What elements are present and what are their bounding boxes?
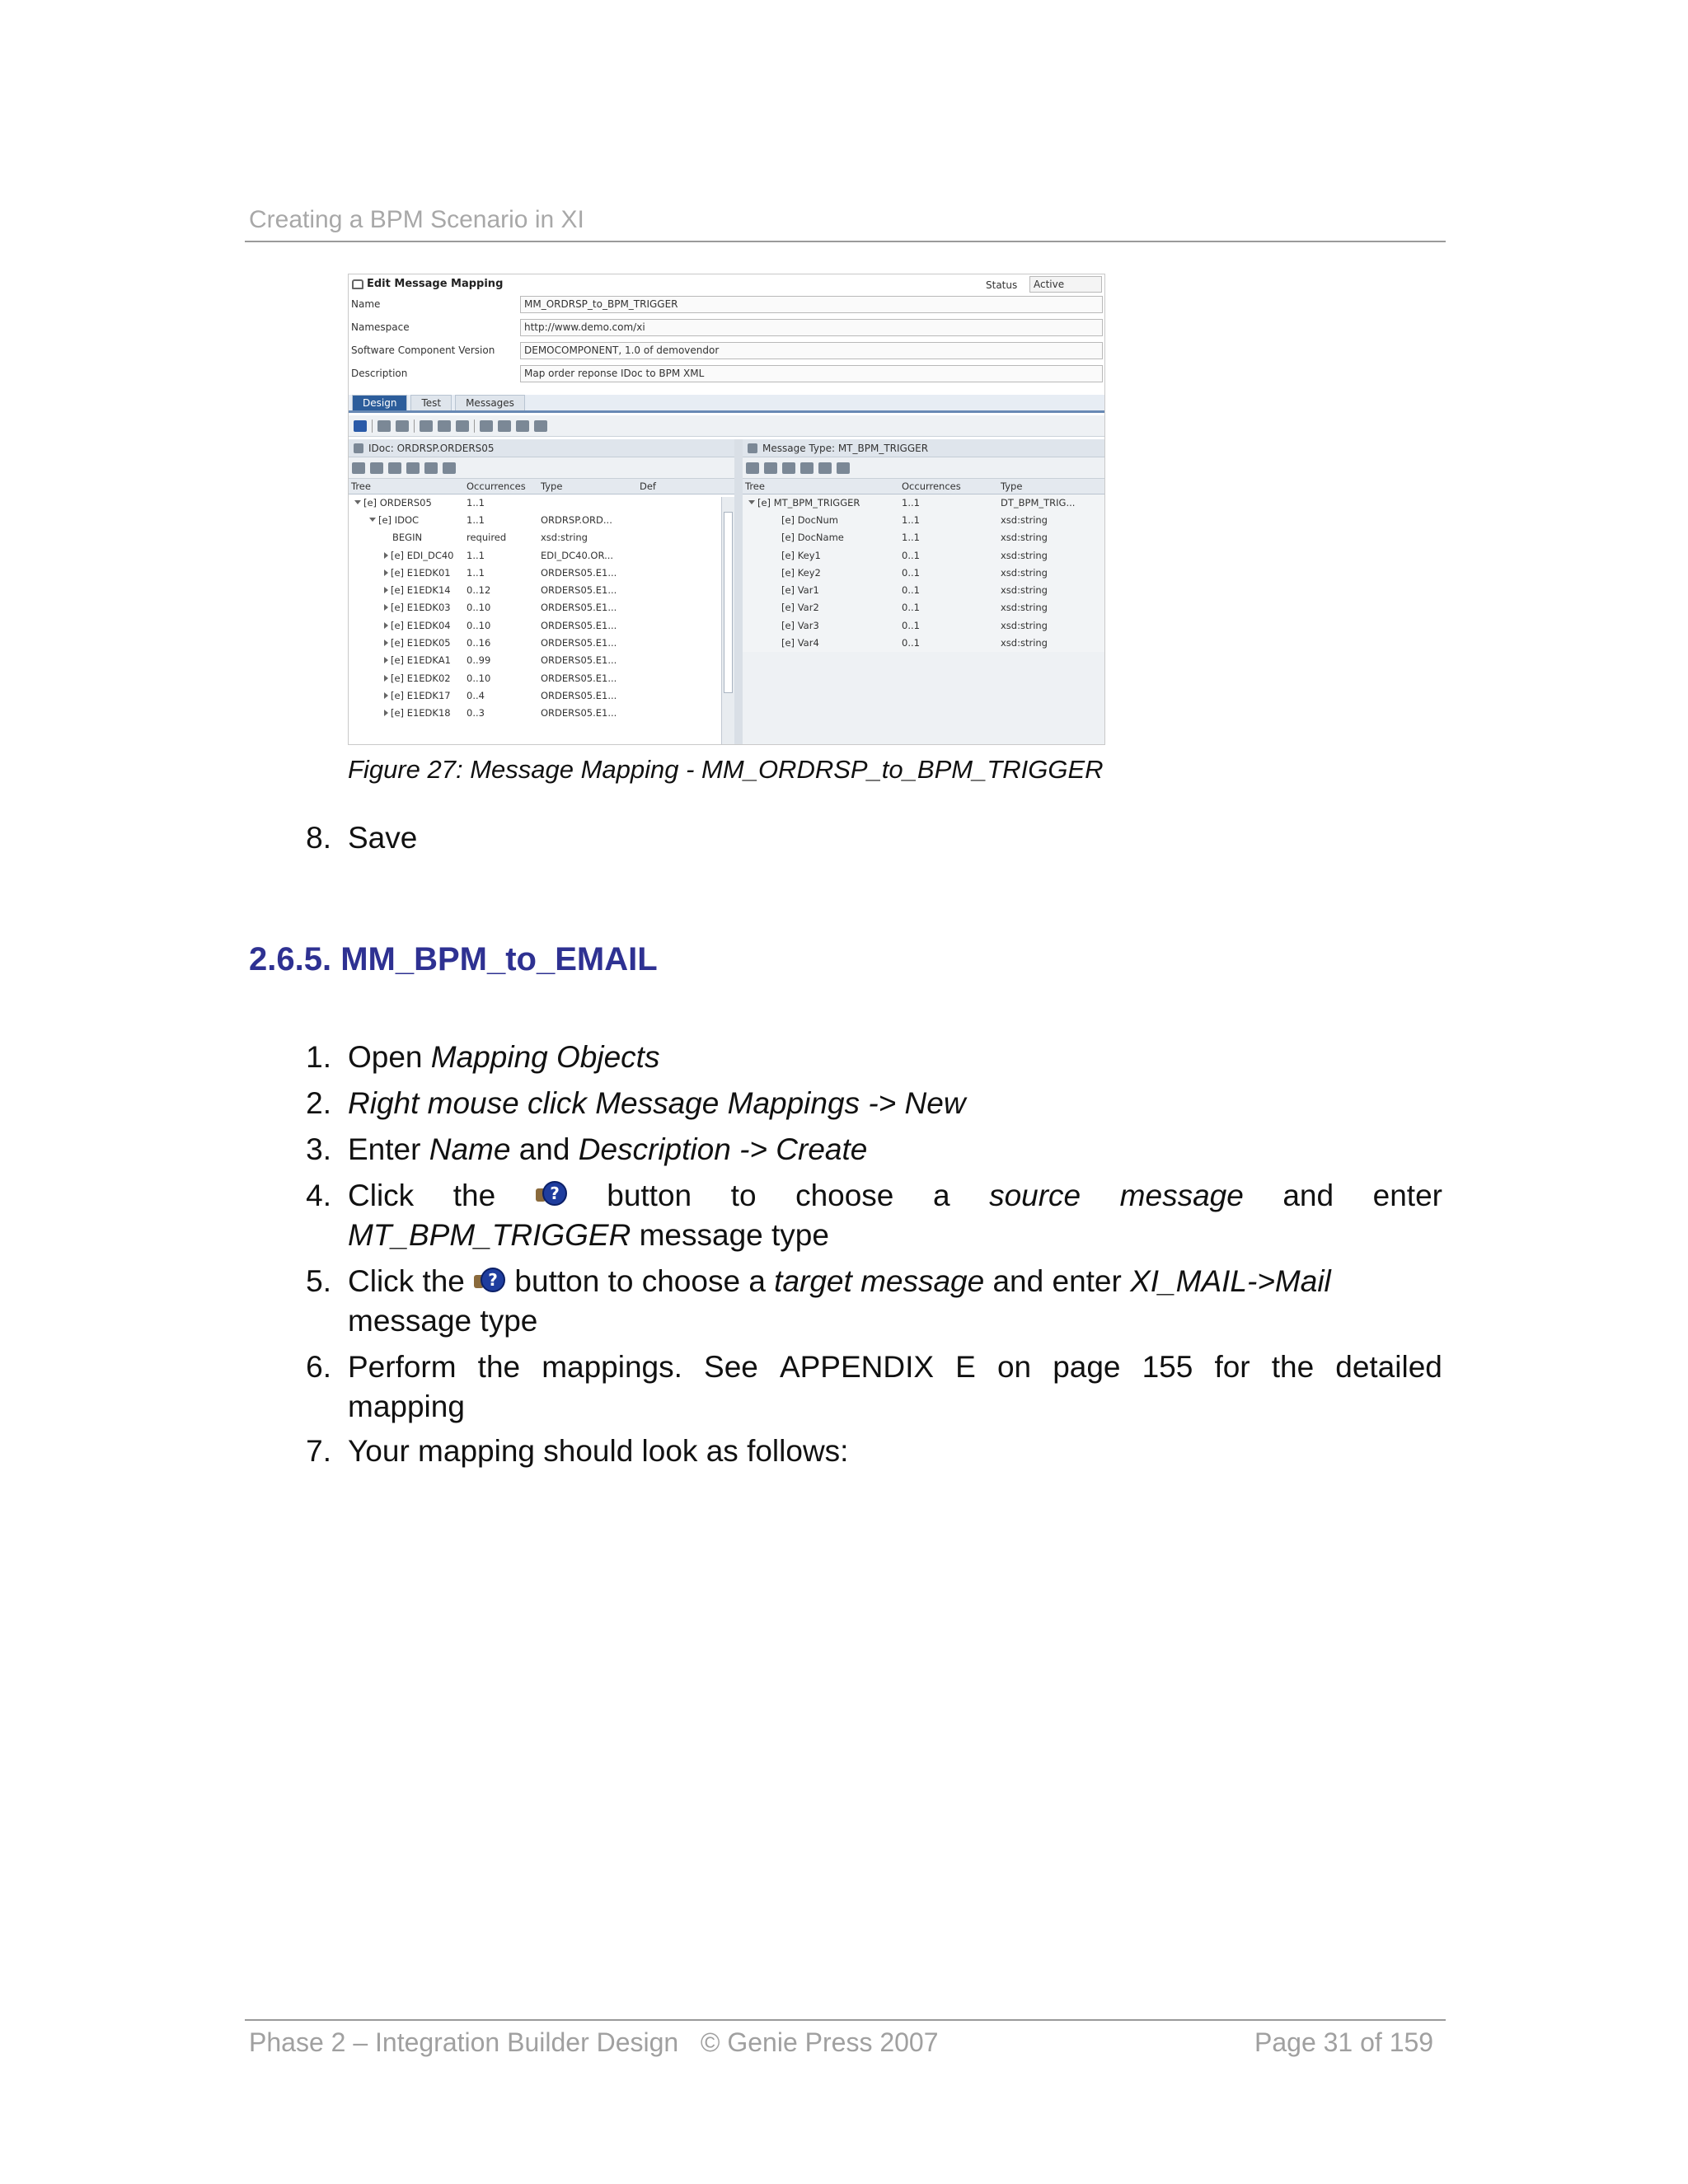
occurrences: 1..1 [899,529,998,546]
type: ORDERS05.E1... [541,689,617,701]
status-value: Active [1029,276,1102,293]
expand-icon[interactable] [384,622,388,629]
editor-title-text: Edit Message Mapping [367,278,504,290]
function-icon[interactable] [498,420,511,432]
tree-node: [e] E1EDK01 [391,566,451,579]
default [637,581,734,598]
editor-toolbar [349,415,1105,437]
table-row[interactable] [349,529,734,546]
view-icon[interactable] [456,420,469,432]
editor-tabs [349,395,1105,413]
table-row[interactable] [349,581,734,598]
text: mappings. [542,1350,682,1384]
type [538,494,637,511]
text: Click the [348,1264,474,1298]
list-number: 3. [306,1132,331,1166]
default [637,634,734,651]
table-row[interactable] [349,669,734,687]
source-pane-toolbar [349,457,734,479]
type: xsd:string [998,564,1105,581]
occurrences: 0..1 [899,546,998,564]
column-header[interactable]: Type [998,479,1105,494]
structure-icon [354,443,363,453]
text: on [996,1350,1032,1384]
table-row[interactable] [349,652,734,669]
vertical-scrollbar[interactable] [721,497,734,744]
table-row[interactable] [349,511,734,528]
message-mapping-screenshot [348,274,1105,745]
type: EDI_DC40.OR... [541,549,614,561]
document-icon[interactable] [438,420,451,432]
table-row[interactable] [743,581,1105,598]
text: enter [1372,1179,1442,1212]
tree-node: [e] E1EDK05 [391,637,451,649]
text-italic: MT_BPM_TRIGGER [348,1218,631,1252]
tree-node: [e] E1EDK04 [391,619,451,631]
editor-title [352,278,503,290]
text: and [510,1132,579,1166]
tree-node: [e] ORDERS05 [363,496,432,509]
text: button to choose a [506,1264,775,1298]
tree-node: [e] Key1 [781,549,821,561]
column-header[interactable]: Occurrences [464,479,538,494]
list-item [348,1264,1442,1299]
target-icon[interactable] [420,420,433,432]
column-header[interactable]: Occurrences [899,479,998,494]
list-item-continuation [348,1218,829,1253]
dependency-icon[interactable] [480,420,493,432]
table-row[interactable] [349,564,734,581]
list-item-continuation: mapping [348,1390,465,1423]
filter-icon[interactable] [406,462,420,474]
field-label: Name [351,298,381,310]
toolbar-separator [414,419,415,433]
occurrences: 1..1 [467,549,485,561]
tree-node: [e] Var1 [781,584,819,597]
occurrences: 0..1 [899,581,998,598]
occurrences: 0..1 [899,599,998,616]
sort-icon[interactable] [818,462,832,474]
text: E [955,1350,976,1384]
status-label: Status [986,279,1018,291]
type: xsd:string [998,599,1105,616]
field-label: Description [351,368,408,379]
scrollbar-thumb[interactable] [724,512,733,693]
text: Click [348,1179,415,1212]
default [637,616,734,634]
text: message type [631,1218,829,1252]
occurrences: 0..16 [464,634,538,651]
table-icon[interactable] [396,420,409,432]
section-heading: 2.6.5. MM_BPM_to_EMAIL [249,941,658,977]
table-row[interactable] [349,494,734,511]
text: the [452,1179,496,1212]
text-italic: Name [429,1132,511,1166]
default [637,687,734,704]
tree-icon[interactable] [352,462,365,474]
text: the [477,1350,521,1384]
text: choose [795,1179,894,1212]
list-item [348,1132,867,1167]
default [637,599,734,616]
text: for [1214,1350,1250,1384]
list-item [348,1350,1442,1385]
occurrences: 1..1 [464,494,538,511]
figure-caption: Figure 27: Message Mapping - MM_ORDRSP_to_BPM_TRIGGER [348,755,1104,784]
tree-node: [e] MT_BPM_TRIGGER [757,496,860,509]
tree-node: [e] E1EDK18 [391,707,451,719]
table-row[interactable] [349,546,734,564]
default [637,546,734,564]
field-row-description [351,363,1103,383]
running-header: Creating a BPM Scenario in XI [249,206,584,233]
table-row[interactable] [743,511,1105,528]
list-number: 1. [306,1040,331,1074]
occurrences: 0..99 [467,654,491,667]
occurrences: 0..3 [464,705,538,722]
collapse-icon[interactable] [388,462,401,474]
table-row[interactable] [743,546,1105,564]
table-row[interactable] [743,634,1105,651]
list-number: 6. [306,1350,331,1384]
type: xsd:string [998,616,1105,634]
field-row-name [351,294,1103,314]
table-row[interactable] [349,616,734,634]
name-field[interactable]: MM_ORDRSP_to_BPM_TRIGGER [520,296,1103,313]
tree-node: [e] IDOC [378,513,420,526]
text: page [1053,1350,1121,1384]
namespace-field[interactable]: http://www.demo.com/xi [520,319,1103,336]
text-italic: target message [774,1264,985,1298]
expand-icon[interactable] [384,604,388,611]
field-label: Software Component Version [351,344,495,356]
list-number: 8. [306,821,331,855]
tree-node: [e] E1EDK17 [391,689,451,701]
type: ORDERS05.E1... [538,564,637,581]
footer-rule [245,2019,1446,2021]
occurrences: 0..1 [899,634,998,651]
tree-node: BEGIN [392,532,423,544]
column-header[interactable]: Type [538,479,637,494]
occurrences: 0..1 [899,616,998,634]
text: 155 [1142,1350,1193,1384]
text: Enter [348,1132,429,1166]
field-row-namespace [351,317,1103,337]
target-structure-table [743,479,1105,652]
source-pane-header [349,439,734,457]
text: APPENDIX [779,1350,935,1384]
list-item: Save [348,821,418,855]
toolbar-separator [372,419,373,433]
text: detailed [1335,1350,1442,1384]
occurrences: 1..1 [899,511,998,528]
default [637,494,734,511]
occurrences: 0..12 [467,584,491,597]
grid-icon[interactable] [370,462,383,474]
structure-icon [748,443,757,453]
table-row[interactable] [743,564,1105,581]
find-icon[interactable] [443,462,456,474]
occurrences: 0..1 [899,564,998,581]
list-item [348,1086,966,1121]
default [637,669,734,687]
text: a [932,1179,950,1212]
table-row[interactable] [349,599,734,616]
filter-icon[interactable] [800,462,814,474]
layout-icon[interactable] [534,420,547,432]
type: ORDRSP.ORD... [541,513,612,526]
expand-icon[interactable] [354,500,361,504]
type: ORDERS05.E1... [538,634,637,651]
target-pane-header [743,439,1105,457]
table-row[interactable] [743,616,1105,634]
type: DT_BPM_TRIG... [998,494,1105,511]
help-button-icon [473,1265,506,1298]
text-italic: Right mouse click Message Mappings -> New [348,1086,966,1120]
lock-icon [352,279,363,289]
table-row[interactable] [743,529,1105,546]
default [637,529,734,546]
tab-design[interactable]: Design [352,395,407,410]
text: Perform [348,1350,457,1384]
occurrences: 0..10 [464,669,538,687]
sort-icon[interactable] [424,462,438,474]
target-pane-title: Message Type: MT_BPM_TRIGGER [762,442,929,454]
field-label: Namespace [351,321,410,333]
list-item: Your mapping should look as follows: [348,1434,849,1468]
table-header-row [349,479,734,494]
occurrences: 0..10 [464,599,538,616]
occurrences: 1..1 [467,513,485,526]
expand-icon[interactable] [384,587,388,593]
pane-splitter[interactable] [734,439,743,744]
tree-node: [e] E1EDK03 [391,602,451,614]
occurrences: required [464,529,538,546]
table-header-row [743,479,1105,494]
toolbar-separator [474,419,475,433]
expand-icon[interactable] [384,640,388,646]
occurrences: 1..1 [464,564,538,581]
tree-node: [e] E1EDK02 [391,672,451,684]
list-number: 5. [306,1264,331,1298]
column-header[interactable]: Tree [743,479,899,494]
text-italic: Description -> Create [578,1132,868,1166]
text: Open [348,1040,431,1074]
table-row[interactable] [743,599,1105,616]
target-pane-toolbar [743,457,1105,479]
target-structure-pane [743,439,1105,744]
collapse-icon[interactable] [782,462,795,474]
tree-node: [e] DocName [781,532,844,544]
svg-text:?: ? [488,1270,498,1290]
text-italic: XI_MAIL->Mail [1130,1264,1331,1298]
tree-node: [e] EDI_DC40 [391,549,454,561]
type: xsd:string [998,581,1105,598]
type: xsd:string [998,511,1105,528]
table-row[interactable] [743,494,1105,511]
software-component-version-field[interactable]: DEMOCOMPONENT, 1.0 of demovendor [520,342,1103,359]
list-number: 7. [306,1434,331,1468]
table-row[interactable] [349,687,734,704]
default [637,511,734,528]
text: and enter [984,1264,1131,1298]
grid-icon[interactable] [377,420,391,432]
default [637,652,734,669]
type: ORDERS05.E1... [541,619,617,631]
column-header[interactable]: Tree [349,479,464,494]
expand-icon[interactable] [369,518,376,522]
tree-node: [e] Var4 [781,637,819,649]
description-field[interactable]: Map order reponse IDoc to BPM XML [520,365,1103,382]
tree-node: [e] E1EDK14 [391,584,451,597]
expand-icon[interactable] [384,710,388,716]
expand-icon[interactable] [384,692,388,699]
type: ORDERS05.E1... [538,669,637,687]
occurrences: 0..4 [467,689,485,701]
grid-icon[interactable] [764,462,777,474]
source-structure-table [349,479,734,722]
tree-node: [e] DocNum [781,513,839,526]
list-item [348,1179,1442,1213]
type: xsd:string [998,634,1105,651]
list-item-continuation: message type [348,1304,538,1338]
expand-icon[interactable] [384,569,388,576]
text: the [1271,1350,1315,1384]
svg-text:?: ? [549,1183,560,1203]
source-pane-title: IDoc: ORDRSP.ORDERS05 [368,442,495,454]
list-number: 2. [306,1086,331,1120]
tab-messages[interactable]: Messages [455,395,525,410]
table-row[interactable] [349,634,734,651]
tree-node: [e] Key2 [781,566,821,579]
table-row[interactable] [349,705,734,722]
list-number: 4. [306,1179,331,1212]
help-icon[interactable] [354,420,367,432]
text: to [730,1179,757,1212]
type: ORDERS05.E1... [538,599,637,616]
type: ORDERS05.E1... [538,705,637,722]
text-italic: Mapping Objects [430,1040,660,1074]
tree-node: [e] E1EDKA1 [391,654,451,667]
type: xsd:string [998,529,1105,546]
expand-icon[interactable] [384,675,388,682]
occurrences: 0..10 [467,619,491,631]
text-italic: message [1119,1179,1244,1212]
expand-icon[interactable] [384,552,388,559]
expand-icon[interactable] [384,657,388,663]
column-header[interactable]: Def [637,479,734,494]
tree-node: [e] Var3 [781,619,819,631]
tree-icon[interactable] [746,462,759,474]
occurrences: 1..1 [899,494,998,511]
expand-icon[interactable] [748,500,755,504]
type: xsd:string [538,529,637,546]
copy-icon[interactable] [516,420,529,432]
text: and [1282,1179,1334,1212]
page-number: Page 31 of 159 [1254,2027,1434,2057]
help-button-icon [535,1179,568,1212]
header-rule [245,241,1446,242]
list-item [348,1040,659,1075]
type: ORDERS05.E1... [541,584,617,597]
type: ORDERS05.E1... [541,654,617,667]
footer-left: Phase 2 – Integration Builder Design © Genie Press 2007 [249,2027,939,2057]
tab-test[interactable]: Test [410,395,452,410]
text-italic: source [989,1179,1081,1212]
field-row-swcv [351,340,1103,360]
tree-node: [e] Var2 [781,602,819,614]
default [637,705,734,722]
type: xsd:string [998,546,1105,564]
find-icon[interactable] [837,462,850,474]
text: button [607,1179,692,1212]
default [637,564,734,581]
text: See [704,1350,758,1384]
source-structure-pane [349,439,734,744]
